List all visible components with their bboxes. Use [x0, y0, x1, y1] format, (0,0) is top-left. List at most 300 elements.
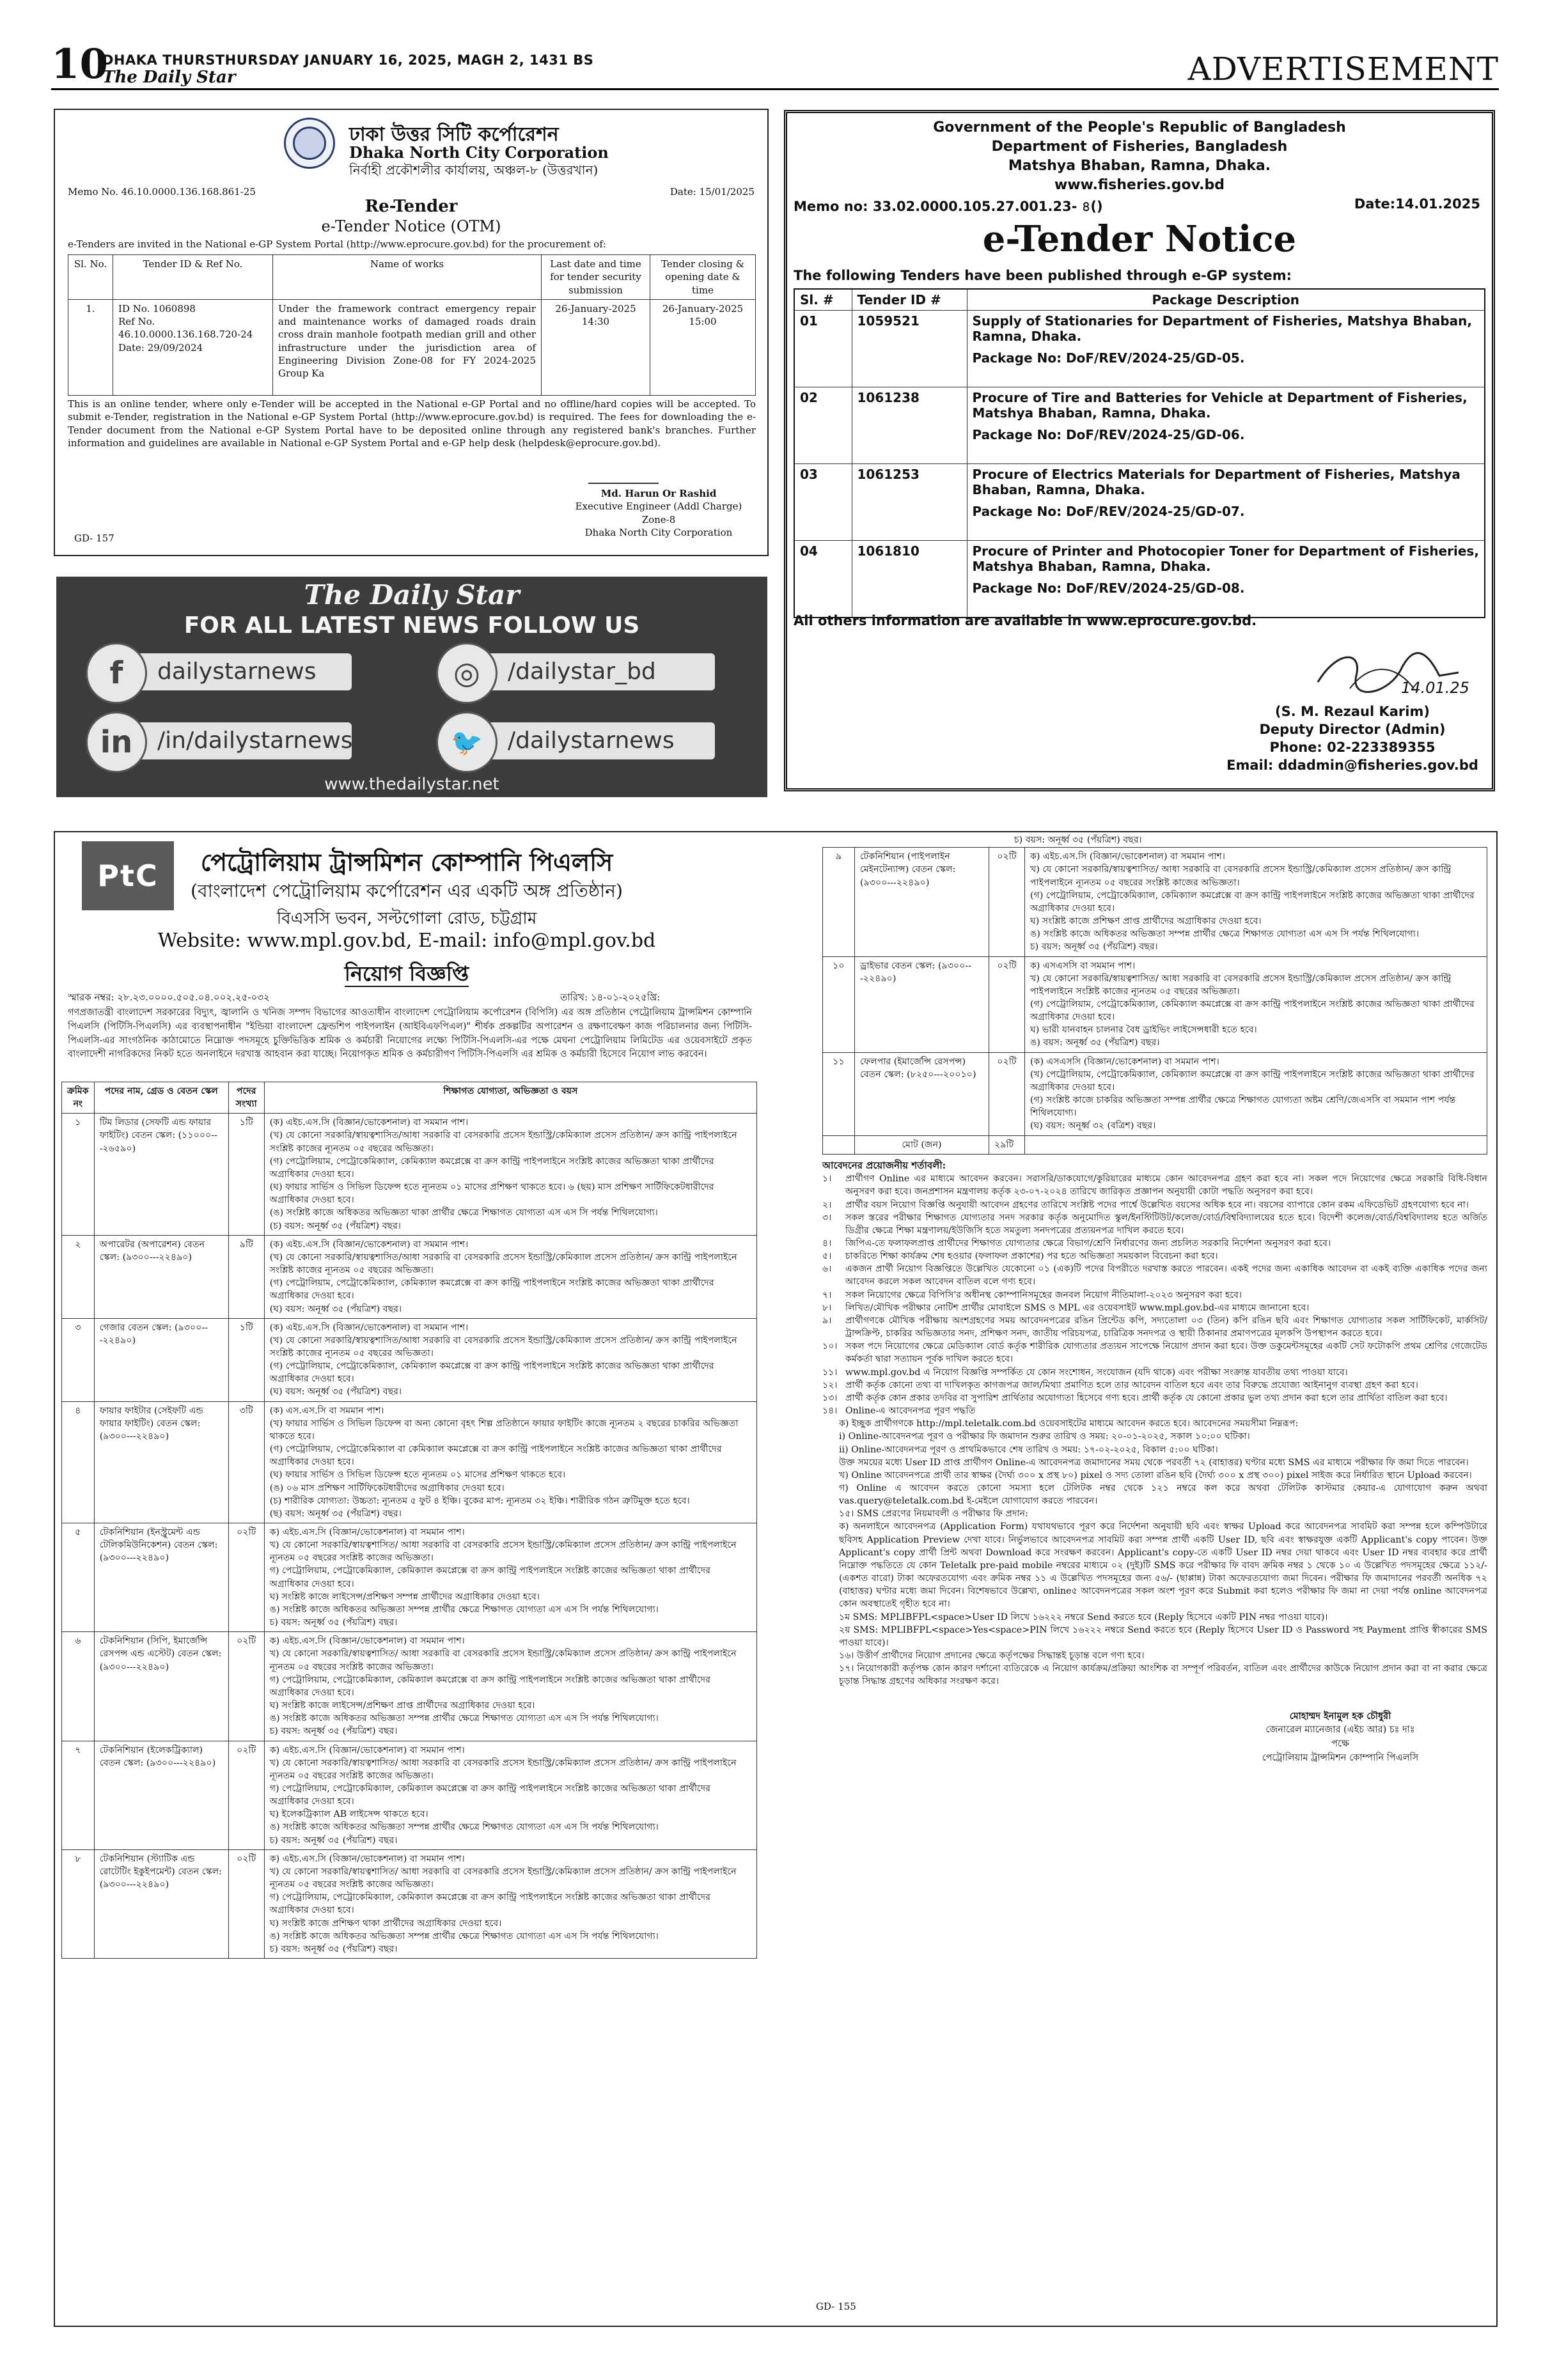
package: Package No: DoF/REV/2024-25/GD-06.	[972, 427, 1245, 442]
list-number: ১৩।	[822, 1392, 838, 1403]
signatory-zone: Zone-8	[641, 513, 676, 525]
table-row	[62, 1235, 757, 1318]
list-item: গ) Online এ আবেদন করতে কোনো সমস্যা হলে টেলিটক নম্বর থেকে ১২১ নম্বরে কল করে অথবা টেলিটক কাস্টমার কেয়ার-এ যোগাযোগ করুন অথবা vas.query@teletalk.com.bd ই-মেইলে যোগাযোগ করতে পারবেন।	[839, 1482, 1487, 1507]
dncc-office-bn: নির্বাহী প্রকৌশলীর কার্যালয়, অঞ্চল-৮ (উত্তরখান)	[349, 162, 599, 178]
ptc-logo-text: PtC	[97, 859, 159, 893]
cell-quals	[1025, 848, 1487, 956]
list-number: ২।	[822, 1199, 832, 1210]
list-text: সকল পদে নিয়োগের ক্ষেত্রে মেডিক্যাল বোর্ড কর্তৃক শারীরিক যোগ্যতার প্রত্যয়ন সাপেক্ষে নিয়োগ প্রদান করা হবে। উক্ত ডকুমেন্টসমূহের একটি সেট ফটোকপি প্রথম শ্রেণির গেজেটেড কর্মকর্তা দ্বারা সত্যায়ন পূর্বক দাখিল করতে হবে।	[845, 1341, 1487, 1365]
signatory-name: (S. M. Rezaul Karim)	[1275, 704, 1430, 719]
list-item: ক) অনলাইনে আবেদনপত্র (Application Form) যথাযথভাবে পূরণ করে নির্দেশনা অনুযায়ী ছবি এবং স্বাক্ষর Upload করে আবেদনপত্র সাবমিট করা সম্পন্ন হলে কম্পিউটারে ছবিসহ Application Preview দেখা যাবে। নির্ভুলভাবে আবেদনপত্র সাবমিট করা সম্পন্ন প্রার্থী একটি User ID, ছবি এবং স্বাক্ষরযুক্ত একটি Applicant's copy পাবেন। উক্ত Applicant's copy প্রার্থী প্রিন্ট অথবা Download করে সংরক্ষণ করবেন। Applicant's copy-তে একটি User ID নম্বর দেয়া থাকবে এবং User ID নম্বর ব্যবহার করে প্রার্থী নিম্নোক্ত পদ্ধতিতে যে কোন Teletalk pre-paid mobile নম্বরের মাধ্যমে ০২ (দুই)টি SMS করে পরীক্ষার ফি বাবদ ক্রমিক নম্বর ১ থেকে ১০ এ উল্লেখিত পদসমূহের ক্ষেত্রে ১১২/- (একশত বারো) টাকা অফেরতযোগ্য এবং ক্রমিক নম্বর ১১ এ উল্লেখিত পদসমূহের জন্য ৫৬/- (ছাপ্পান্ন) টাকা অফেরতযোগ্য জমা দিবেন। পরীক্ষার ফি জমাদানের পরবর্তী অনধিক ৭২ (বাহাত্তর) ঘণ্টার মধ্যে জমা দিবেন। বিশেষভাবে উল্লেখ্য, online৫ আবেদনপত্রের সকল অংশ পূরণ করে Submit করা হলেও পরীক্ষার ফি জমা না দেয়া পর্যন্ত online আবেদনপত্র কোন অবস্থাতেই গৃহীত হবে না।	[839, 1521, 1487, 1610]
fisheries-tender-notice	[784, 110, 1495, 791]
instagram-icon: ◎	[436, 642, 497, 704]
cell-desc	[967, 311, 1485, 387]
ptc-website: Website: www.mpl.gov.bd, E-mail: info@mpl.gov.bd	[157, 929, 656, 952]
col-count: পদের সংখ্যা	[228, 1082, 264, 1114]
facebook-icon: f	[86, 642, 147, 704]
cell-serial: ১১	[823, 1052, 855, 1135]
table-row	[68, 299, 756, 395]
dncc-tender-notice	[54, 109, 769, 556]
cell-post: ফায়ার ফাইটার (সেইফটি এন্ড ফায়ার ফাইটিং) বেতন স্কেল: (৯৩০০---২২৪৯০)	[94, 1401, 228, 1523]
list-text: চাকরিতে শিক্ষা কার্যক্রম শেষ হওয়ার (ফলাফল প্রকাশের) পর হতে অভিজ্ঞতা সময়কাল বিবেচনা করা হবে।	[845, 1251, 1218, 1262]
qualification-item: (ছ) বয়স: অনূর্ধ্ব ৩৫ (পঁয়ত্রিশ) বছর।	[269, 1508, 402, 1519]
ptc-date: তারিখ: ১৪-০১-২০২৫খ্রি:	[560, 992, 661, 1003]
dept-line: Department of Fisheries, Bangladesh	[991, 139, 1288, 155]
list-text: প্রার্থীগণকে মৌখিক পরীক্ষায় অংশগ্রহণের সময় আবেদনপত্রের রঙিন প্রিন্টেড কপি, সদ্যতোলা ০৩ (তিন) কপি রঙিন ছবি এবং শিক্ষাগত যোগ্যতার সকল সার্টিফিকেট, মার্কসিট/ট্রান্সক্রিপ্ট, চাকরির অভিজ্ঞতার সনদ, প্রশিক্ষণ সনদ, জাতীয় পরিচয়পত্র, চারিত্রিক সনদপত্র ও স্থায়ী ঠিকানার প্রমাণপত্রের মূলকপি উপস্থাপন করতে হবে।	[845, 1315, 1487, 1339]
cell-serial: ৬	[62, 1632, 95, 1741]
dncc-name-bn: ঢাকা উত্তর সিটি কর্পোরেশন	[349, 123, 559, 146]
list-text: প্রার্থী কর্তৃক কোন প্রকার তদবির বা সুপারিশ প্রার্থিতার অযোগ্যতা হিসেবে গণ্য হবে। প্রার্থী কর্তৃক যে কোনো প্রকার ভুল তথ্য প্রদান করা হলে তার প্রার্থিতা বাতিল করা হবে।	[845, 1392, 1448, 1403]
table-row	[794, 464, 1485, 541]
dncc-memo: Memo No. 46.10.0000.136.168.861-25	[68, 186, 256, 198]
total-label: মোট (জন)	[855, 1135, 989, 1154]
col-serial: ক্রমিক নং	[62, 1082, 95, 1114]
posts-left-body	[62, 1114, 757, 1959]
cell-quals	[264, 1401, 756, 1523]
dncc-table	[68, 254, 756, 396]
cell-post: টেকনিশিয়ান (ইনস্ট্রুমেন্ট এন্ড টেলিকমিউনিকেশন) বেতন স্কেল: (৯৩০০---২২৪৯০)	[94, 1523, 228, 1632]
list-text: লিখিত/মৌখিক পরীক্ষার নোটিশ প্রার্থীর মোবাইলে SMS ও MPL এর ওয়েবসাইট www.mpl.gov.bd-এর মাধ্যমে জানানো হবে।	[845, 1302, 1310, 1313]
cell-post: গেজার বেতন স্কেল: (৯৩০০---২২৪৯০)	[94, 1318, 228, 1401]
list-text: সকল স্তরের পরীক্ষার শিক্ষাগত যোগ্যতার সনদ সরকার কর্তৃক অনুমোদিত স্কুল/ইনস্টিটিউট/কলেজ/বোর্ড/বিশ্ববিদ্যালয়ের হতে হবে। বিদেশী কলেজ/বোর্ড/বিশ্ববিদ্যালয় হতে অর্জিত ডিগ্রীর ক্ষেত্রে শিক্ষা মন্ত্রণালয়/ইউজিসি হতে সমতুল্য সনদপত্রের প্রত্যয়নপত্র দাখিল করতে হবে।	[845, 1212, 1487, 1236]
col-tender-id: Tender ID #	[852, 289, 967, 311]
fish-intro: The following Tenders have been published through e-GP system:	[794, 268, 1292, 283]
list-item: ১৬। উত্তীর্ণ প্রার্থীদের নিয়োগ প্রদানের ক্ষেত্রে কর্তৃপক্ষের সিদ্ধান্তই চূড়ান্ত বলে গণ্য হবে।	[839, 1651, 1145, 1661]
list-text: সকল নিয়োগের ক্ষেত্রে বিপিসি'র অধীনস্থ কোম্পানিসমূহের জনবল নিয়োগ নীতিমালা-২০২৩ অনুসরণ করা হবে।	[845, 1289, 1242, 1300]
cell-count: ০২টি	[228, 1741, 264, 1849]
qualification-item: ঘ) সংশ্লিষ্ট কাজে লাইসেন্স/প্রশিক্ষণ প্রাপ্ত প্রার্থীদের অগ্রাধিকার দেওয়া হবে।	[269, 1700, 535, 1711]
cell-count: ৯টি	[228, 1235, 264, 1318]
list-text: www.mpl.gov.bd এ নিয়োগ বিজ্ঞপ্তি সম্পর্কিত যে কোন সংশোধন, সংযোজন (যদি থাকে) এবং পরীক্ষা সংক্রান্ত যাবতীয় তথ্য পাওয়া যাবে।	[845, 1367, 1348, 1378]
qualification-item: (ঙ) ০৬ মাস প্রশিক্ষণ সার্টিফিকেটধারীদের অগ্রাধিকার দেওয়া হবে।	[269, 1482, 505, 1493]
table-row	[62, 1318, 757, 1401]
table-row	[62, 1741, 757, 1849]
cell-sl: 02	[794, 387, 852, 464]
list-number: ৯।	[822, 1315, 832, 1326]
qualification-item: (ঘ) বয়স: অনূর্ধ্ব ৩৫ (পঁয়ত্রিশ) বছর।	[269, 1303, 402, 1314]
cell-tender-id: ID No. 1060898 Ref No. 46.10.0000.136.168.720-24 Date: 29/09/2024	[113, 299, 273, 395]
online-instructions	[822, 1417, 1487, 1688]
table-row	[62, 1523, 757, 1632]
list-item: উক্ত সময়ের মধ্যে User ID প্রাপ্ত প্রার্থীগণ Online-এ আবেদনপত্র জমাদানের সময় থেকে পরবর্তী ৭২ (বাহাত্তর) ঘণ্টার মধ্যে SMS এর মাধ্যমে পরীক্ষার ফি জমা দিতে পারবেন।	[839, 1457, 1469, 1468]
dncc-footer-text: This is an online tender, where only e-Tender will be accepted in the National e-GP Portal and no offline/hard copies will be accepted. To submit e-Tender, registration in the National e-GP System Portal (http://www.eprocure.gov.bd) is required. The fees for downloading the e-Tender document from the National e-GP System Portal have to be deposited online through any registered bank's branches. Further information and guidelines are available in National e-GP System Portal and e-GP help desk (helpdesk@eprocure.gov.bd).	[68, 398, 756, 449]
list-item	[822, 1172, 1487, 1198]
package: Package No: DoF/REV/2024-25/GD-07.	[972, 504, 1245, 519]
cell-post: ফেলপার (ইমার্জেন্সি রেসপন্স) বেতন স্কেল: (৮২৫০---২০০১০)	[855, 1052, 989, 1135]
qualification-item: খ) যে কোনো সরকারি/স্বায়ত্বশাসিত/ আধা সরকারি বা বেসরকারি প্রসেস ইন্ডাস্ট্রি/কেমিক্যাল প্রসেস প্রতিষ্ঠান/ ক্রস কান্ট্রি পাইপলাইনে ন্যূনতম ০৫ বছরের সংশ্লিষ্ট কাজের অভিজ্ঞতা।	[269, 1757, 737, 1781]
qualification-item: (ঘ) ফায়ার সার্ভিস ও সিভিল ডিফেন্স হতে ন্যূনতম ০১ মাসের প্রশিক্ষণ থাকতে হবে।	[269, 1470, 566, 1481]
seal-icon	[293, 127, 326, 160]
signatory-name: মোহাম্মদ ইনামুল হক চৌধুরী	[1289, 1711, 1391, 1722]
cell-count: ০২টি	[228, 1523, 264, 1632]
qualification-item: (খ) পেট্রোলিয়াম, পেট্রোকেমিক্যাল, কেমিক্যাল কমপ্লেক্সে বা ক্রস কান্ট্রি পাইপলাইনে সংশ্লিষ্ট কাজের অভিজ্ঞতা থাকা প্রার্থীদের অগ্রাধিকার দেওয়া হবে।	[1030, 1069, 1475, 1093]
ptc-address: বিএসসি ভবন, সল্টগোলা রোড, চট্টগ্রাম	[276, 909, 537, 928]
qualification-item: (ঘ) ফায়ার সার্ভিস ও সিভিল ডিফেন্স হতে ন্যূনতম ০১ মাসের প্রশিক্ষণ থাকতে হবে। ৬ (ছয়) মাস প্রশিক্ষণ সার্টিফিকেটধারীদের অগ্রাধিকার দেওয়া হবে।	[269, 1182, 714, 1206]
fish-signatory	[1225, 703, 1480, 774]
signatory-title: Deputy Director (Admin)	[1259, 722, 1446, 737]
table-row	[62, 1849, 757, 1958]
dncc-intro: e-Tenders are invited in the National e-GP System Portal (http://www.eprocure.gov.bd) for the procurement of:	[68, 238, 606, 250]
list-item: ১ম SMS: MPLIBFPL<space>User ID লিখে ১৬২২২ নম্বরে Send করতে হবে (Reply হিসেবে একটি PIN নম্বর পাওয়া যাবে)।	[839, 1612, 1328, 1622]
promo-website[interactable]: www.thedailystar.net	[324, 775, 499, 794]
cell-id: 1061253	[852, 464, 967, 541]
facebook-link[interactable]: dailystarnews	[96, 653, 352, 690]
col-quals: শিক্ষাগত যোগ্যতা, অভিজ্ঞতা ও বয়স	[264, 1082, 756, 1114]
cell-closing: 26-January-2025 15:00	[650, 299, 756, 395]
cell-post: অপারেটর (অপারেশন) বেতন স্কেল: (৯৩০০---২২৪৯০)	[94, 1235, 228, 1318]
cell-id: 1059521	[852, 311, 967, 387]
list-item: ২য় SMS: MPLIBFPL<space>Yes<space>PIN লিখে ১৬২২২ নম্বরে Send করতে হবে (Reply হিসেবে User ID ও Password সহ Payment প্রাপ্তি স্বীকারের SMS পাওয়া যাবে)।	[839, 1624, 1487, 1648]
cell-quals	[264, 1741, 756, 1849]
header-rule	[51, 88, 1499, 90]
qualification-item: খ) যে কোনো সরকারি/স্বায়ত্বশাসিত/ আধা সরকারি বা বেসরকারি প্রসেস ইন্ডাস্ট্রি/কেমিক্যাল প্রসেস প্রতিষ্ঠান/ ক্রস কান্ট্রি পাইপলাইনে সংশ্লিষ্ট কাজের ন্যূনতম ০৫ বছরের অভিজ্ঞতা।	[1030, 973, 1452, 997]
twitter-link[interactable]: /dailystarnews	[446, 722, 715, 759]
qualification-item: গ) পেট্রোলিয়াম, পেট্রোকেমিক্যাল, কেমিক্যাল কমপ্লেক্সে বা ক্রস কান্ট্রি পাইপলাইনে সংশ্লিষ্ট কাজের অভিজ্ঞতা থাকা প্রার্থীদের অগ্রাধিকার দেওয়া হবে।	[269, 1783, 710, 1807]
cell-id: 1061238	[852, 387, 967, 464]
col-post: পদের নাম, গ্রেড ও বেতন স্কেল	[94, 1082, 228, 1114]
promo-headline: FOR ALL LATEST NEWS FOLLOW US	[184, 612, 640, 639]
signatory-org: Dhaka North City Corporation	[584, 526, 733, 538]
qualification-item: ঙ) সংশ্লিষ্ট কাজে অধিকতর অভিজ্ঞতা সম্পন্ন প্রার্থীর ক্ষেত্রে শিক্ষাগত যোগ্যতা এস এস সি পর্যন্ত শিথিলযোগ্য।	[1030, 929, 1420, 940]
list-text: প্রার্থীগণ Online এর মাধ্যমে আবেদন করবেন। সরাসরি/ডাকযোগে/কুরিয়ারের মাধ্যমে কোন আবেদনপত্র গ্রহণ করা হবে না। সকল পদে নিয়োগের ক্ষেত্রে সরকারি বিধি-বিধান অনুসরণ করা হবে। জনপ্রশাসন মন্ত্রণালয় কর্তৃক ২৩-০৭-২০২৪ তারিখে জারিকৃত প্রজ্ঞাপন অনুযায়ী কোটা পদ্ধতি অনুসরণ করা হবে।	[845, 1174, 1487, 1197]
qualification-item: গ) পেট্রোলিয়াম, পেট্রোকেমিক্যাল, কেমিক্যাল কমপ্লেক্সে বা ক্রস কান্ট্রি পাইপলাইনে সংশ্লিষ্ট কাজের অভিজ্ঞতা থাকা প্রার্থীদের অগ্রাধিকার দেওয়া হবে।	[269, 1566, 710, 1589]
col-closing: Tender closing & opening date & time	[650, 255, 756, 300]
posts-right-carryover: চ) বয়স: অনূর্ধ্ব ৩৫ (পঁয়ত্রিশ) বছর।	[1014, 835, 1142, 845]
ptc-signatory	[1206, 1709, 1475, 1765]
qualification-item: চ) বয়স: অনূর্ধ্ব ৩৫ (পঁয়ত্রিশ) বছর।	[269, 1835, 398, 1846]
cell-quals	[264, 1318, 756, 1401]
dncc-date: Date: 15/01/2025	[669, 186, 755, 198]
list-number: ৮।	[822, 1302, 832, 1313]
web-line: www.fisheries.gov.bd	[1054, 177, 1225, 193]
total-value: ২৯টি	[989, 1135, 1025, 1154]
table-row	[794, 387, 1485, 464]
dncc-name-en: Dhaka North City Corporation	[349, 143, 609, 162]
cell-count: ০২টি	[228, 1632, 264, 1741]
qualification-item: ঙ) সংশ্লিষ্ট কাজে অধিকতর অভিজ্ঞতা সম্পন্ন প্রার্থীর ক্ষেত্রে শিক্ষাগত যোগ্যতা এস এস সি পর্যন্ত শিথিলযোগ্য।	[269, 1822, 659, 1833]
list-item	[822, 1379, 1487, 1392]
qualification-item: (চ) বয়স: অনূর্ধ্ব ৩৫ (পঁয়ত্রিশ) বছর।	[269, 1220, 401, 1231]
qualification-item: (গ) পেট্রোলিয়াম, পেট্রোকেমিক্যাল, কেমিক্যাল কমপ্লেক্সে বা ক্রস কান্ট্রি পাইপলাইনে সংশ্লিষ্ট কাজের অভিজ্ঞতা থাকা প্রার্থীদের অগ্রাধিকার দেওয়া হবে।	[1030, 890, 1475, 914]
cell-count: ০২টি	[989, 848, 1025, 956]
cell-count: ০২টি	[989, 1052, 1025, 1135]
cell-quals	[264, 1235, 756, 1318]
cell-quals	[264, 1114, 756, 1235]
signatory-name: Md. Harun Or Rashid	[600, 488, 717, 499]
cell-post: টেকনিশিয়ান (ইলেকট্রিক্যাল) বেতন স্কেল: (৯৩০০---২২৪৯০)	[94, 1741, 228, 1849]
qualification-item: ঘ) ইলেকট্রিক্যাল AB লাইসেন্স থাকতে হবে।	[269, 1809, 428, 1820]
qualification-item: (গ) পেট্রোলিয়াম, পেট্রোকেমিক্যাল, কেমিক্যাল কমপ্লেক্সে বা ক্রস কান্ট্রি পাইপলাইনে সংশ্লিষ্ট কাজের অভিজ্ঞতা থাকা প্রার্থীদের অগ্রাধিকার দেওয়া হবে।	[269, 1156, 714, 1179]
fish-memo: Memo no: 33.02.0000.105.27.001.23- ৪()	[794, 199, 1103, 214]
qualification-item: ঙ) বয়স: অনূর্ধ্ব ৩৫ (পঁয়ত্রিশ) বছর।	[1030, 1038, 1160, 1048]
cell-quals	[264, 1632, 756, 1741]
dncc-title2: e-Tender Notice (OTM)	[321, 217, 501, 235]
cell-quals	[1025, 1052, 1487, 1135]
ptc-posts-table-left	[61, 1082, 757, 1959]
desc: Procure of Electrics Materials for Department of Fisheries, Matshya Bhaban, Ramna, Dhaka.	[972, 467, 1460, 497]
cell-post: টেকনিশিয়ান (সিপি, ইমার্জেন্সি রেসপন্স এন্ড এস্টেট) বেতন স্কেল: (৯৩০০---২২৪৯০)	[94, 1632, 228, 1741]
sign-date: 14.01.25	[1401, 679, 1469, 697]
qualification-item: (চ) শারীরিক যোগ্যতা: উচ্চতা: ন্যূনতম ৫ ফুট ৪ ইঞ্চি। বুকের মাপ: ন্যূনতম ৩২ ইঞ্চি। শারীরিক গঠন ত্রুটিমুক্ত হতে হবে।	[269, 1495, 690, 1506]
twitter-icon: 🐦	[436, 712, 497, 773]
instagram-link[interactable]: /dailystar_bd	[446, 653, 715, 690]
qualification-item: (গ) পেট্রোলিয়াম, পেট্রোকেমিক্যাল, কেমিক্যাল কমপ্লেক্সে বা ক্রস কান্ট্রি পাইপলাইনে সংশ্লিষ্ট কাজের অভিজ্ঞতা থাকা প্রার্থীদের অগ্রাধিকার দেওয়া হবে।	[269, 1361, 714, 1385]
qualification-item: (ঘ) বয়স: অনূর্ধ্ব ৩২ (বত্রিশ) বছর।	[1030, 1121, 1156, 1132]
qualification-item: খ) যে কোনো সরকারি/স্বায়ত্বশাসিত/ আধা সরকারি বা বেসরকারি প্রসেস ইন্ডাস্ট্রি/কেমিক্যাল প্রসেস প্রতিষ্ঠান/ ক্রস কান্ট্রি পাইপলাইনে ন্যূনতম ০৫ বছরের সংশ্লিষ্ট কাজের অভিজ্ঞতা।	[269, 1866, 737, 1890]
cell-post: টিম লিডার (সেফটি এন্ড ফায়ার ফাইটিং) বেতন স্কেল: (১১০০০---২৬৫৯০)	[94, 1114, 228, 1235]
cell-serial: ৯	[823, 848, 855, 956]
table-row	[62, 1401, 757, 1523]
qualification-item: ঘ) সংশ্লিষ্ট কাজে লাইসেন্স/প্রশিক্ষণ সম্পন্ন প্রার্থীদের অগ্রাধিকার দেওয়া হবে।	[269, 1591, 540, 1602]
notice-title: নিয়োগ বিজ্ঞপ্তি	[344, 961, 469, 986]
qualification-item: খ) যে কোনো সরকারি/স্বায়ত্বশাসিত/ আধা সরকারি বা বেসরকারি প্রসেস ইন্ডাস্ট্রি/কেমিক্যাল প্রসেস প্রতিষ্ঠান/ ক্রস কান্ট্রি পাইপলাইনে ন্যূনতম ০৫ বছরের সংশ্লিষ্ট কাজের অভিজ্ঞতা।	[269, 1540, 737, 1564]
signatory-title: জেনারেল ম্যানেজার (এইচ আর) চঃ দাঃ	[1265, 1725, 1415, 1736]
ptc-intro: গণপ্রজাতন্ত্রী বাংলাদেশ সরকারের বিদ্যুৎ, জ্বালানি ও খনিজ সম্পদ বিভাগের আওতাধীন বাংলাদেশ পেট্রোলিয়াম কর্পোরেশন (বিপিসি) এর অঙ্গ প্রতিষ্ঠান পেট্রোলিয়াম ট্রান্সমিশন কোম্পানি পিএলসি (পিটিসি-পিএলসি) এর ব্যবস্থাপনাধীন "ইন্ডিয়া বাংলাদেশ ফ্রেন্ডশিপ পাইপলাইন (আইবিএফপিএল)" শীর্ষক প্রকল্পটির অপারেশন ও রক্ষণাবেক্ষণ কাজ পরিচালনার জন্য পিটিসি-পিএলসি-এর সাংগঠনিক কাঠামোতে নিম্নোক্ত পদসমূহে চুক্তিভিত্তিক শ্রমিক ও কর্মচারী নিয়োগের লক্ষ্যে পিটিসি-পিএলসি-এর পক্ষে মেঘনা পেট্রোলিয়াম লিমিটেড এর ওয়েবসাইটে প্রকৃত বাংলাদেশী নাগরিকদের নিকট হতে অনলাইনে দরখাস্ত আহবান করা যাচ্ছে। নিয়োগকৃত শ্রমিক ও কর্মচারীগণ পিটিসি-পিএলসি এর শ্রমিক ও কর্মচারী হিসেবে নিয়োগ লাভ করবেন।	[68, 1007, 752, 1060]
list-number: ১১।	[822, 1367, 838, 1378]
qualification-item: ঙ) সংশ্লিষ্ট কাজে অধিকতর অভিজ্ঞতা সম্পন্ন প্রার্থীর ক্ষেত্রে শিক্ষাগত যোগ্যতা এস এস সি পর্যন্ত শিথিলযোগ্য।	[269, 1713, 659, 1724]
cell-quals	[264, 1523, 756, 1632]
qualification-item: (ক) এইচ.এস.সি (বিজ্ঞান/ভোকেশনাল) বা সমমান পাশ।	[269, 1322, 469, 1333]
qualification-item: ক) এইচ.এস.সি (বিজ্ঞান/ভোকেশনাল) বা সমমান পাশ।	[269, 1745, 465, 1755]
list-item: খ) Online আবেদনপত্রে প্রার্থী তার স্বাক্ষর (দৈর্ঘ্য ৩০০ x প্রস্থ ৮০) pixel ও সদ্য তোলা রঙিন ছবি (দৈর্ঘ্য ৩০০ x প্রস্থ ৩০০) pixel সাইজ করে নির্ধারিত স্থানে Upload করবেন।	[839, 1470, 1472, 1481]
qualification-item: চ) বয়স: অনূর্ধ্ব ৩৫ (পঁয়ত্রিশ) বছর।	[1030, 942, 1158, 953]
qualification-item: (ক) এইচ.এস.সি (বিজ্ঞান/ভোকেশনাল) বা সমমান পাশ।	[269, 1239, 469, 1250]
cell-serial: ২	[62, 1235, 95, 1318]
desc: Supply of Stationaries for Department of Fisheries, Matshya Bhaban, Ramna, Dhaka.	[972, 313, 1472, 344]
list-item	[822, 1250, 1487, 1263]
qualification-item: (খ) যে কোনো সরকারি/স্বায়ত্বশাসিত/আধা সরকারি বা বেসরকারি প্রসেস ইন্ডাস্ট্রি/কেমিক্যাল প্রসেস প্রতিষ্ঠান/ ক্রস কান্ট্রি পাইপলাইনে সংশ্লিষ্ট কাজের ন্যূনতম ০৫ বছরের অভিজ্ঞতা।	[269, 1130, 737, 1154]
col-sl: Sl. No.	[68, 255, 113, 300]
ptc-memo: স্মারক নম্বর: ২৮.২৩.০০০০.৫০৫.০৪.০০২.২৫-০৩২	[68, 992, 270, 1003]
qualification-item: ঘ) সংশ্লিষ্ট কাজে প্রশিক্ষণ থাকা প্রার্থীদের অগ্রাধিকার দেওয়া হবে।	[269, 1918, 502, 1929]
qualification-item: ঙ) সংশ্লিষ্ট কাজে অধিকতর অভিজ্ঞতা সম্পন্ন প্রার্থীর ক্ষেত্রে শিক্ষাগত যোগ্যতা এস এস সি পর্যন্ত শিথিলযোগ্য।	[269, 1931, 659, 1941]
list-item	[822, 1392, 1487, 1404]
col-desc: Package Description	[967, 289, 1485, 311]
table-row	[62, 1632, 757, 1741]
cell-id: 1061810	[852, 541, 967, 618]
package: Package No: DoF/REV/2024-25/GD-08.	[972, 580, 1245, 596]
conditions-list	[822, 1172, 1487, 1417]
cell-count: ৩টি	[228, 1401, 264, 1523]
table-row	[62, 1114, 757, 1235]
linkedin-link[interactable]: /in/dailystarnews	[96, 722, 352, 759]
qualification-item: ক) এইচ.এস.সি (বিজ্ঞান/ভোকেশনাল) বা সমমান পাশ।	[269, 1636, 465, 1647]
qualification-item: গ) পেট্রোলিয়াম, পেট্রোকেমিক্যাল, কেমিক্যাল কমপ্লেক্সে বা ক্রস কান্ট্রি পাইপলাইনে সংশ্লিষ্ট কাজের অভিজ্ঞতা থাকা প্রার্থীদের অগ্রাধিকার দেওয়া হবে।	[269, 1674, 710, 1698]
daily-star-promo	[56, 577, 767, 797]
cell-count: ১টি	[228, 1114, 264, 1235]
list-number: ১৪।	[822, 1406, 838, 1417]
qualification-item: (ঘ) বয়স: অনূর্ধ্ব ৩৫ (পঁয়ত্রিশ) বছর।	[269, 1387, 402, 1397]
fish-table-wrap	[794, 288, 1485, 618]
cell-count: ১টি	[228, 1318, 264, 1401]
list-text: জিপিএ-তে ফলাফলপ্রাপ্ত প্রার্থীদের শিক্ষাগত যোগ্যতার ক্ষেত্রে বিভাগ/শ্রেণি নির্ধারণের জন্য প্রচলিত সরকারি নির্দেশনা অনুসরণ করা হবে।	[845, 1238, 1331, 1249]
list-item	[822, 1289, 1487, 1302]
list-item	[822, 1263, 1487, 1288]
list-item	[822, 1314, 1487, 1340]
qualification-item: চ) বয়স: অনূর্ধ্ব ৩৫ (পঁয়ত্রিশ) বছর।	[269, 1943, 398, 1954]
qualification-item: (ক) এইচ.এস.সি (বিজ্ঞান/ভোকেশনাল) বা সমমান পাশ।	[269, 1117, 469, 1128]
fish-footer: All others information are available in www.eprocure.gov.bd.	[794, 613, 1257, 628]
linkedin-icon: in	[86, 712, 147, 773]
list-number: ১২।	[822, 1380, 838, 1390]
cell-count: ০২টি	[989, 956, 1025, 1052]
cell-security: 26-January-2025 14:30	[542, 299, 650, 395]
address-line: Matshya Bhaban, Ramna, Dhaka.	[1008, 158, 1271, 174]
col-tender-id: Tender ID & Ref No.	[113, 255, 273, 300]
list-number: ৫।	[822, 1251, 832, 1262]
qualification-item: ক) এইচ.এস.সি (বিজ্ঞান/ভোকেশনাল) বা সমমান পাশ।	[269, 1853, 465, 1864]
cell-desc	[967, 541, 1485, 618]
page-number: 10	[51, 40, 109, 88]
cell-quals	[264, 1849, 756, 1958]
package: Package No: DoF/REV/2024-25/GD-05.	[972, 350, 1245, 366]
ptc-posts-table-right	[822, 834, 1487, 1765]
masthead-small: The Daily Star	[102, 68, 236, 87]
ptc-recruitment-notice	[54, 831, 1498, 2327]
signatory-phone: Phone: 02-223389355	[1269, 740, 1436, 755]
list-item	[822, 1237, 1487, 1250]
list-item	[822, 1404, 1487, 1417]
col-sl: Sl. #	[794, 289, 852, 311]
qualification-item: ক) এইচ.এস.সি (বিজ্ঞান/ভোকেশনাল) বা সমমান পাশ।	[269, 1527, 465, 1537]
cell-work: Under the framework contract emergency repair and maintenance works of damaged roads drain cross drain manhole footpath median grill and other infrastructure under the jurisdiction area of Engineering Division Zone-08 for FY 2024-2025 Group Ka	[273, 299, 542, 395]
table-row	[823, 1052, 1487, 1135]
list-item	[822, 1211, 1487, 1237]
table-row	[794, 541, 1485, 618]
desc: Procure of Printer and Photocopier Toner for Department of Fisheries, Matshya Bhaban, Ramna, Dhaka.	[972, 543, 1479, 574]
section-title: ADVERTISEMENT	[1187, 51, 1499, 88]
list-number: ৩।	[822, 1212, 832, 1223]
qualification-item: খ) যে কোনো সরকারি/স্বায়ত্বশাসিত/ আধা সরকারি বা বেসরকারি প্রসেস ইন্ডাস্ট্রি/কেমিক্যাল প্রসেস প্রতিষ্ঠান/ ক্রস কান্ট্রি পাইপলাইনে ন্যূনতম ০৫ বছরের সংশ্লিষ্ট কাজের অভিজ্ঞতা।	[1030, 864, 1452, 888]
qualification-item: গ) পেট্রোলিয়াম, পেট্রোকেমিক্যাল, কেমিক্যাল কমপ্লেক্সে বা ক্রস কান্ট্রি পাইপলাইনে সংশ্লিষ্ট কাজের অভিজ্ঞতা থাকা প্রার্থীদের অগ্রাধিকার দেওয়া হবে।	[269, 1892, 710, 1916]
list-number: ৪।	[822, 1238, 832, 1249]
list-number: ১০।	[822, 1341, 838, 1352]
cell-sl: 01	[794, 311, 852, 387]
qualification-item: (গ) সংশ্লিষ্ট কাজে চাকরির অভিজ্ঞতা সম্পন্ন প্রার্থীর ক্ষেত্রে শিক্ষাগত যোগ্যতা অষ্টম শ্রেণি/জেএসসি বা সমমান পাশ পর্যন্ত শিথিলযোগ্য।	[1030, 1095, 1456, 1119]
dncc-signatory	[563, 487, 755, 539]
ptc-subtitle: (বাংলাদেশ পেট্রোলিয়াম কর্পোরেশন এর একটি অঙ্গ প্রতিষ্ঠান)	[191, 880, 623, 901]
qualification-item: (গ) পেট্রোলিয়াম, পেট্রোকেমিক্যাল, কেমিক্যাল কমপ্লেক্সে বা ক্রস কান্ট্রি পাইপলাইনে সংশ্লিষ্ট কাজের অভিজ্ঞতা থাকা প্রার্থীদের অগ্রাধিকার দেওয়া হবে।	[269, 1278, 714, 1302]
cell-post: টেকনিশিয়ান (স্ট্যাটিক এন্ড রোটেটিং ইকুইপমেন্ট) বেতন স্কেল: (৯৩০০---২২৪৯০)	[94, 1849, 228, 1958]
qualification-item: (খ) ফায়ার সার্ভিস ও সিভিল ডিফেন্স বা অন্য কোনো বৃহৎ শিল্প প্রতিষ্ঠানে ফায়ার ফাইটিং কাজে ন্যূনতম ২ বছরের চাকরির অভিজ্ঞতা থাকতে হবে।	[269, 1418, 739, 1442]
cell-sl: 1.	[68, 299, 113, 395]
cell-serial: ৮	[62, 1849, 95, 1958]
cell-post: টেকনিশিয়ান (পাইপলাইন মেইনটেন্যান্স) বেতন স্কেল: (৯৩০০---২২৪৯০)	[855, 848, 989, 956]
cell-serial: ৩	[62, 1318, 95, 1401]
cell-desc	[967, 387, 1485, 464]
list-number: ৭।	[822, 1289, 832, 1300]
list-item	[822, 1199, 1487, 1211]
qualification-item: (গ) পেট্রোলিয়াম, পেট্রোকেমিক্যাল, কেমিক্যাল কমপ্লেক্সে বা ক্রস কান্ট্রি পাইপলাইনে সংশ্লিষ্ট কাজের অভিজ্ঞতা থাকা প্রার্থীদের অগ্রাধিকার দেওয়া হবে।	[1030, 999, 1475, 1023]
qualification-item: ঙ) সংশ্লিষ্ট কাজে অধিকতর অভিজ্ঞতা সম্পন্ন প্রার্থীর ক্ষেত্রে শিক্ষাগত যোগ্যতা এস এস সি পর্যন্ত শিথিলযোগ্য।	[269, 1604, 659, 1615]
cell-post: ড্রাইভার বেতন স্কেল: (৯৩০০---২২৪৯০)	[855, 956, 989, 1052]
fish-date: Date:14.01.2025	[1354, 196, 1480, 212]
qualification-item: (খ) যে কোনো সরকারি/স্বায়ত্বশাসিত/আধা সরকারি বা বেসরকারি প্রসেস ইন্ডাস্ট্রি/কেমিক্যাল প্রসেস প্রতিষ্ঠান/ ক্রস কান্ট্রি পাইপলাইনে সংশ্লিষ্ট কাজের ন্যূনতম ০৫ বছরের অভিজ্ঞতা।	[269, 1252, 737, 1276]
list-item	[822, 1302, 1487, 1314]
dateline: DHAKA THURSTHURSDAY JANUARY 16, 2025, MAGH 2, 1431 BS	[102, 52, 594, 68]
cell-serial: ৫	[62, 1523, 95, 1632]
list-item	[822, 1340, 1487, 1365]
table-row	[823, 848, 1487, 956]
qualification-item: (খ) যে কোনো সরকারি/স্বায়ত্বশাসিত/আধা সরকারি বা বেসরকারি প্রসেস ইন্ডাস্ট্রি/কেমিক্যাল প্রসেস প্রতিষ্ঠান/ ক্রস কান্ট্রি পাইপলাইনে সংশ্লিষ্ট কাজের ন্যূনতম ০৫ বছরের অভিজ্ঞতা।	[269, 1335, 737, 1358]
qualification-item: ক) এসএসসি বা সমমান পাশ।	[1030, 960, 1136, 971]
qualification-item: চ) বয়স: অনূর্ধ্ব ৩৫ (পঁয়ত্রিশ) বছর।	[269, 1726, 398, 1737]
fish-title: e-Tender Notice	[982, 218, 1297, 260]
cell-serial: ১০	[823, 956, 855, 1052]
signatory-behalf: পক্ষে	[1331, 1738, 1349, 1749]
signatory-email: Email: ddadmin@fisheries.gov.bd	[1226, 758, 1478, 773]
list-item: ১৭। নিয়োগকারী কর্তৃপক্ষ কোন কারণ দর্শানো ব্যতিরেকে এ নিয়োগ কার্যক্রম/প্রক্রিয়া আংশিক বা সম্পূর্ণ পরিবর্তন, বাতিল এবং প্রার্থীদের কাউকে নিয়োগ প্রদান করা বা না করার ক্ষেত্রে চূড়ান্ত সিদ্ধান্ত গ্রহণের অধিকার সংরক্ষণ করে।	[839, 1663, 1487, 1687]
promo-masthead: The Daily Star	[304, 579, 520, 611]
posts-right-body	[823, 848, 1487, 1135]
fish-table	[794, 288, 1485, 618]
list-text: Online-এ আবেদনপত্র পূরণ পদ্ধতি	[845, 1406, 976, 1417]
table-header-row	[794, 289, 1485, 311]
table-row	[794, 311, 1485, 387]
col-work: Name of works	[273, 255, 542, 300]
table-header-row	[62, 1082, 757, 1114]
cell-serial: ৭	[62, 1741, 95, 1849]
cell-serial: ১	[62, 1114, 95, 1235]
list-number: ৬।	[822, 1264, 832, 1275]
qualification-item: (গ) পেট্রোলিয়াম, পেট্রোকেমিক্যাল বা কেমিক্যাল কমপ্লেক্সে বা ক্রস কান্ট্রি পাইপলাইনে সংশ্লিষ্ট কাজের অভিজ্ঞতা থাকা প্রার্থীদের অগ্রাধিকার দেওয়া হবে।	[269, 1444, 722, 1468]
table-header-row	[68, 255, 756, 300]
fish-gov	[787, 118, 1492, 195]
qualification-item: (ঙ) সংশ্লিষ্ট কাজে অধিকতর অভিজ্ঞতা থাকা প্রার্থীর ক্ষেত্রে শিক্ষাগত যোগ্যতা এস এস সি পর্যন্ত শিথিলযোগ্য।	[269, 1208, 658, 1218]
dncc-title1: Re-Tender	[364, 197, 458, 216]
list-text: প্রার্থীর বয়স নিয়োগ বিজ্ঞপ্তি অনুযায়ী আবেদন গ্রহণের তারিখে সংশ্লিষ্ট পদের পার্শ্বে উল্লেখিত বয়সের অধিক হবে না। বয়সের ব্যাপারে কোন রকম এফিডেভিট গ্রহণযোগ্য হবে না।	[845, 1199, 1469, 1210]
gov-line: Government of the People's Republic of Bangladesh	[933, 120, 1346, 136]
qualification-item: খ) যে কোনো সরকারি/স্বায়ত্বশাসিত/ আধা সরকারি বা বেসরকারি প্রসেস ইন্ডাস্ট্রি/কেমিক্যাল প্রসেস প্রতিষ্ঠান/ ক্রস কান্ট্রি পাইপলাইনে ন্যূনতম ০৫ বছরের সংশ্লিষ্ট কাজের অভিজ্ঞতা।	[269, 1649, 737, 1672]
dncc-logo	[284, 118, 335, 169]
gd-number: GD- 155	[816, 2301, 856, 2312]
list-text: একজন প্রার্থী নিয়োগ বিজ্ঞপ্তিতে উল্লেখিত যেকোনো ০১ (এক)টি পদের বিপরীতে দরখাস্ত করতে পারবেন। একই পদের জন্য একাধিক আবেদন বা একই ব্যক্তি একাধিক পদের জন্য আবেদন করলে সকল আবেদন বাতিল বলে গণ্য হবে।	[845, 1264, 1487, 1287]
list-item: ii) Online-আবেদনপত্র পূরণ ও প্রাথমিকভাবে শেষ তারিখ ও সময়: ১৭-০২-২০২৫, বিকাল ৫:০০ ঘটিকা।	[839, 1444, 1218, 1455]
list-item: ১৫। SMS প্রেরণের নিয়মাবলী ও পরীক্ষার ফি প্রদান:	[839, 1509, 1028, 1520]
total-row	[823, 1135, 1487, 1154]
list-item: i) Online-আবেদনপত্র পূরণ ও পরীক্ষার ফি জমাদান শুরুর তারিখ ও সময়: ২০-০১-২০২৫, সকাল ১০:০০ ঘটিকা।	[839, 1431, 1250, 1442]
dncc-table-wrap	[68, 254, 756, 396]
signatory-org: পেট্রোলিয়াম ট্রান্সমিশন কোম্পানি পিএলসি	[1262, 1752, 1419, 1763]
desc: Procure of Tire and Batteries for Vehicle at Department of Fisheries, Matshya Bhaban, Ramna, Dhaka.	[972, 390, 1468, 421]
qualification-item: ঘ) ভারী যানবাহন চালনার বৈধ ড্রাইভিং লাইসেন্সধারী হতে হবে।	[1030, 1025, 1257, 1036]
table-row	[823, 956, 1487, 1052]
signature	[588, 458, 659, 484]
list-text: প্রার্থী কর্তৃক কোনো তথ্য বা দাখিলকৃত কাগজপত্র জাল/মিথ্যা প্রমাণিত হলে তার আবেদন বাতিল হবে এবং তার বিরুদ্ধে প্রযোজ্য আইনানুগ ব্যবস্থা গ্রহণ করা হবে।	[845, 1380, 1418, 1390]
ptc-notice-title	[55, 958, 758, 992]
gd-number: GD- 157	[74, 533, 114, 544]
cell-count: ০২টি	[228, 1849, 264, 1958]
col-security: Last date and time for tender security submission	[542, 255, 650, 300]
conditions-title: আবেদনের প্রয়োজনীয় শর্তাবলী:	[822, 1159, 946, 1171]
signatory-title: Executive Engineer (Addl Charge)	[575, 501, 742, 513]
ptc-title: পেট্রোলিয়াম ট্রান্সমিশন কোম্পানি পিএলসি	[200, 848, 613, 876]
cell-desc	[967, 464, 1485, 541]
qualification-item: চ) বয়স: অনূর্ধ্ব ৩৫ (পঁয়ত্রিশ) বছর।	[269, 1617, 398, 1628]
cell-sl: 03	[794, 464, 852, 541]
cell-quals	[1025, 956, 1487, 1052]
list-number: ১।	[822, 1174, 832, 1185]
qualification-item: (ক) এস.এস.সি বা সমমান পাশ।	[269, 1405, 384, 1416]
qualification-item: ক) এইচ.এস.সি (বিজ্ঞান/ভোকেশনাল) বা সমমান পাশ।	[1030, 852, 1225, 862]
cell-serial: ৪	[62, 1401, 95, 1523]
cell-sl: 04	[794, 541, 852, 618]
list-item	[822, 1366, 1487, 1379]
posts-table-right	[822, 847, 1487, 1154]
list-item: ক) ইচ্ছুক প্রার্থীগণকে http://mpl.teletalk.com.bd ওয়েবসাইটের মাধ্যমে আবেদন করতে হবে। আবেদনের সময়সীমা নিম্নরূপ:	[839, 1419, 1299, 1429]
qualification-item: (ক) এসএসসি (বিজ্ঞান/ভোকেশনাল) বা সমমান পাশ।	[1030, 1056, 1219, 1067]
posts-table	[61, 1082, 757, 1959]
